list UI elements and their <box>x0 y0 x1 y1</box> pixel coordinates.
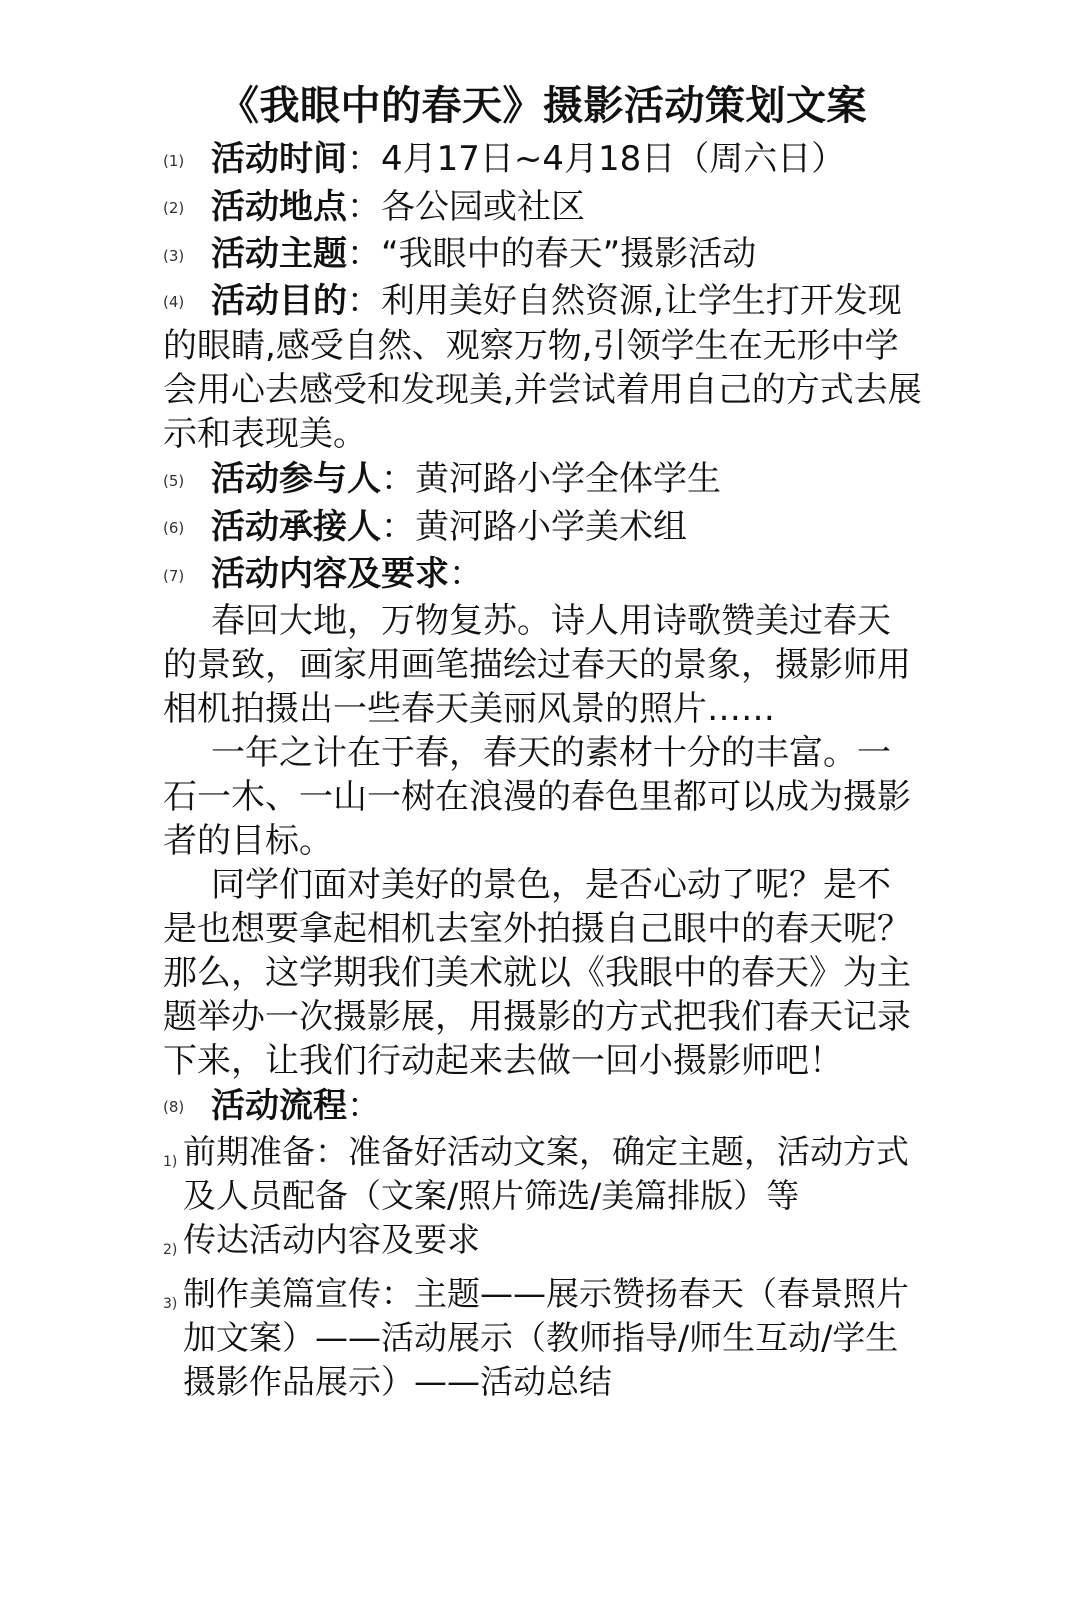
item-theme <box>163 231 923 279</box>
item-label: 活动主题 <box>211 234 347 274</box>
item-marker: (3) <box>163 246 185 265</box>
item-value: 黄河路小学美术组 <box>415 506 687 547</box>
item-organizer <box>163 504 923 552</box>
item-content-heading <box>163 551 923 599</box>
item-separator: ： <box>449 554 483 594</box>
item-value: “我眼中的春天”摄影活动 <box>381 234 757 274</box>
flow-step <box>163 1218 923 1272</box>
item-label: 活动参与人 <box>211 459 381 499</box>
item-value: 黄河路小学全体学生 <box>415 459 721 499</box>
item-marker: (2) <box>163 199 185 217</box>
item-separator: ： <box>347 186 381 227</box>
item-marker: (4) <box>163 293 185 311</box>
item-location <box>163 184 923 232</box>
item-value: 各公园或社区 <box>381 186 585 227</box>
item-label: 活动地点 <box>211 186 347 227</box>
item-label: 活动内容及要求 <box>211 554 449 594</box>
content-paragraph: 春回大地，万物复苏。诗人用诗歌赞美过春天的景致，画家用画笔描绘过春天的景象，摄影师用相机拍摄出一些春天美丽风景的照片…… <box>163 600 911 729</box>
item-separator: ： <box>381 459 415 499</box>
flow-step <box>163 1130 923 1218</box>
item-separator: ： <box>347 139 381 179</box>
item-separator: ： <box>347 280 381 321</box>
item-separator: ： <box>347 1085 381 1126</box>
item-label: 活动时间 <box>211 139 347 179</box>
item-marker: (8) <box>163 1098 185 1116</box>
item-separator: ： <box>381 506 415 547</box>
flow-step <box>163 1272 923 1404</box>
step-number: 2) <box>163 1242 178 1258</box>
document-page <box>163 78 923 1404</box>
item-marker: (5) <box>163 471 185 490</box>
step-number: 3) <box>163 1296 178 1312</box>
item-label: 活动流程 <box>211 1085 347 1126</box>
step-text: 前期准备：准备好活动文案，确定主题，活动方式及人员配备（文案/照片筛选/美篇排版）等 <box>183 1132 909 1215</box>
item-time <box>163 136 923 184</box>
item-marker: (7) <box>163 566 185 585</box>
step-number: 1) <box>163 1154 178 1170</box>
item-flow-heading <box>163 1083 923 1131</box>
item-label: 活动承接人 <box>211 506 381 547</box>
step-text: 制作美篇宣传：主题——展示赞扬春天（春景照片加文案）——活动展示（教师指导/师生互动/学生摄影作品展示）——活动总结 <box>183 1274 909 1401</box>
item-value: 利用美好自然资源,让学生打开发现的眼睛,感受自然、观察万物,引领学生在无形中学会用心去感受和发现美,并尝试着用自己的方式去展示和表现美。 <box>163 280 922 454</box>
item-separator: ： <box>347 234 381 274</box>
content-paragraph: 一年之计在于春，春天的素材十分的丰富。一石一木、一山一树在浪漫的春色里都可以成为摄影者的目标。 <box>163 732 911 861</box>
step-text: 传达活动内容及要求 <box>183 1220 480 1259</box>
item-participants <box>163 456 923 504</box>
item-label: 活动目的 <box>211 280 347 321</box>
item-purpose <box>163 279 923 457</box>
item-value: 4月17日~4月18日（周六日） <box>381 139 846 179</box>
item-marker: (6) <box>163 519 185 537</box>
item-marker: (1) <box>163 151 185 170</box>
document-title: 《我眼中的春天》摄影活动策划文案 <box>219 83 867 129</box>
content-paragraph: 同学们面对美好的景色，是否心动了呢？是不是也想要拿起相机去室外拍摄自己眼中的春天呢？那么，这学期我们美术就以《我眼中的春天》为主题举办一次摄影展，用摄影的方式把我们春天记录下来，让我们行动起来去做一回小摄影师吧！ <box>163 864 911 1081</box>
